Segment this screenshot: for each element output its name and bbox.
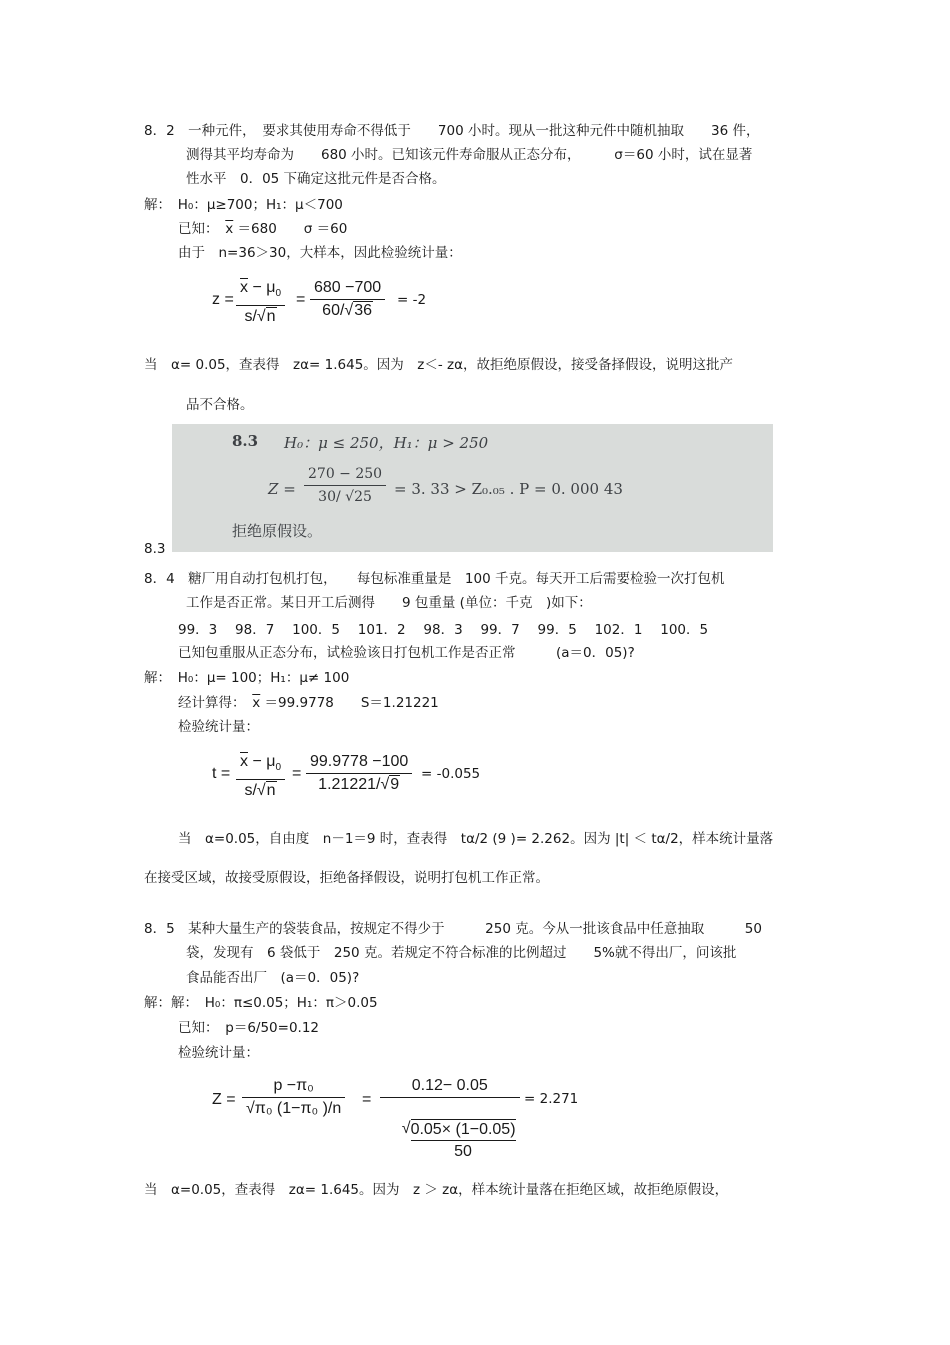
frac-denominator: √ 0.05× (1−0.05) 50 [380, 1098, 520, 1183]
frac-numerator: p −π₀ [273, 1077, 314, 1094]
formula-8-5-frac-2 [380, 1076, 520, 1183]
frac-numerator: $\overline{x} - \mu_0$ [240, 279, 282, 300]
problem-8-2-known [178, 220, 347, 238]
problem-8-2-conclusion-1: 当 α= 0.05，查表得 zα= 1.645。因为 z＜- zα，故拒绝原假设，接受备择假设，说明这批产 [144, 357, 734, 373]
problem-8-3-label: 8.3 [144, 541, 166, 557]
problem-8-4-conclusion-2: 在接受区域，故接受原假设，拒绝备择假设，说明打包机工作正常。 [144, 870, 549, 886]
problem-8-2-reason: 由于 n=36＞30，大样本，因此检验统计量： [178, 245, 462, 261]
problem-8-2-conclusion-2: 品不合格。 [186, 397, 254, 413]
scan-fraction [304, 464, 386, 507]
problem-8-5-known: 已知： p＝6/50=0.12 [178, 1020, 320, 1036]
sample-mean-symbol: $\overline{x}$ [252, 695, 261, 711]
problem-8-4-calc [178, 694, 439, 712]
scan-frac-numerator: 270 − 250 [308, 466, 383, 482]
scan-z-label: Z = [268, 480, 296, 498]
problem-8-5-hypotheses: 解：解： H₀：π≤0.05；H₁：π＞0.05 [144, 995, 378, 1011]
frac-denominator: s/√n [244, 308, 276, 326]
problem-8-2-hypotheses: 解： H₀：μ≥700；H₁：μ＜700 [144, 197, 343, 213]
problem-8-4-line-2: 工作是否正常。某日开工后测得 9 包重量 (单位：千克 )如下： [186, 595, 592, 611]
formula-8-5-frac-1 [242, 1076, 345, 1119]
scan-title: 8.3 [232, 432, 259, 450]
frac-numerator: 99.9778 −100 [310, 753, 409, 770]
problem-8-5-line-3: 食品能否出厂 (a＝0．05)? [186, 970, 360, 986]
problem-8-4-stat-label: 检验统计量： [178, 719, 259, 735]
equals-sign: = [296, 291, 306, 308]
formula-8-2-frac-1 [236, 278, 285, 327]
sample-mean-symbol: $\overline{x}$ [225, 221, 234, 237]
scan-result: = 3. 33 > Z₀.₀₅ . P = 0. 000 43 [394, 480, 623, 498]
problem-8-4-data: 99．3 98．7 100．5 101．2 98．3 99．7 99．5 102．1 100．5 [178, 622, 709, 638]
known-label: 已知： [178, 221, 226, 237]
frac-numerator: 0.12− 0.05 [411, 1077, 488, 1094]
formula-8-4-frac-1: $\overline{x} - \mu_0$ s/√n [236, 752, 285, 801]
problem-8-2-line-3: 性水平 0．05 下确定这批元件是否合格。 [186, 171, 446, 187]
problem-8-4-conclusion-1: 当 α=0.05，自由度 n－1＝9 时，查表得 tα/2 (9 )= 2.262。因为 |t| ＜ tα/2，样本统计量落 [178, 831, 774, 847]
problem-8-5-conclusion-1: 当 α=0.05，查表得 zα= 1.645。因为 z ＞ zα，样本统计量落在拒绝区域，故拒绝原假设， [144, 1182, 729, 1198]
problem-8-4-hypotheses: 解： H₀：μ= 100；H₁：μ≠ 100 [144, 670, 350, 686]
equals-sign: = [362, 1091, 372, 1108]
frac-numerator: 680 −700 [314, 279, 382, 296]
problem-8-4-line-3: 已知包重服从正态分布，试检验该日打包机工作是否正常 (a＝0．05)? [178, 645, 635, 661]
frac-denominator: 1.21221/√9 [318, 776, 400, 793]
problem-8-2-line-2: 测得其平均寿命为 680 小时。已知该元件寿命服从正态分布， σ＝60 小时，试在显著 [186, 147, 753, 163]
formula-8-5-lhs: Z = [212, 1091, 236, 1108]
calc-values: ＝99.9778 S＝1.21221 [260, 695, 439, 711]
problem-8-5-line-1: 8．5 某种大量生产的袋装食品，按规定不得少于 250 克。今从一批该食品中任意抽取 50 [144, 921, 762, 937]
formula-8-2-result: = -2 [397, 292, 427, 308]
formula-8-5-result: = 2.271 [524, 1091, 579, 1107]
frac-denominator: 60/√36 [322, 302, 372, 319]
equals-sign: = [292, 765, 302, 782]
known-values: ＝680 σ ＝60 [233, 221, 348, 237]
formula-8-4-lhs: t = [212, 765, 231, 782]
problem-8-3-scanned-image [172, 424, 773, 552]
formula-8-4-frac-2 [306, 752, 412, 795]
formula-8-4-result: = -0.055 [421, 766, 481, 782]
calc-label: 经计算得： [178, 695, 253, 711]
formula-8-2-lhs: z = [212, 291, 234, 308]
problem-8-4-line-1: 8．4 糖厂用自动打包机打包， 每包标准重量是 100 千克。每天开工后需要检验一次打包机 [144, 571, 725, 587]
problem-8-5-stat-label: 检验统计量： [178, 1045, 259, 1061]
frac-denominator: √π₀ (1−π₀ )/n [246, 1100, 342, 1117]
scan-hypotheses: H₀：μ ≤ 250，H₁：μ > 250 [284, 434, 489, 452]
problem-8-5-line-2: 袋，发现有 6 袋低于 250 克。若规定不符合标准的比例超过 5%就不得出厂，问该批 [186, 945, 737, 961]
formula-8-2-frac-2 [310, 278, 385, 321]
problem-8-2-line-1: 8．2 一种元件， 要求其使用寿命不得低于 700 小时。现从一批这种元件中随机抽取 36 件， [144, 123, 760, 139]
scan-frac-denominator: 30/ √25 [318, 489, 372, 505]
scan-conclusion: 拒绝原假设。 [232, 522, 323, 540]
